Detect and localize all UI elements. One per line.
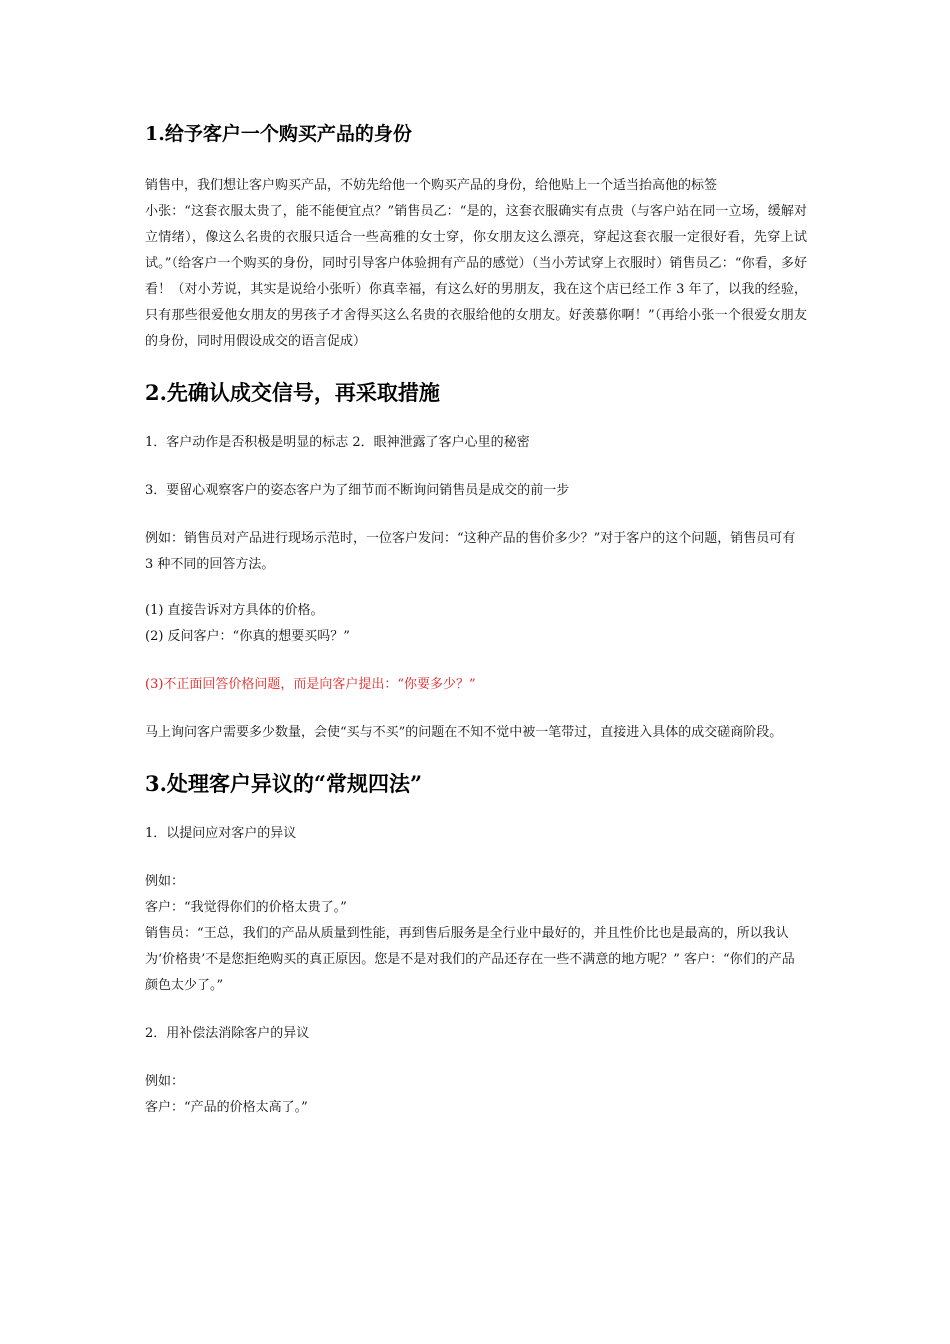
section-2-signal-3: 3．要留心观察客户的姿态客户为了细节而不断询问销售员是成交的前一步 [145,482,570,498]
section-2-heading: 2.先确认成交信号，再采取措施 [145,379,440,405]
section-3-method-1: 1．以提问应对客户的异议 [145,826,297,842]
section-2-option-3-highlight: (3)不正面回答价格问题，而是向客户提出：“你要多少？” [145,676,476,692]
section-3-example-2-customer: 客户：“产品的价格太高了。” [145,1100,308,1116]
section-3-heading: 3.处理客户异议的“常规四法” [145,770,423,796]
section-3-method-2: 2．用补偿法消除客户的异议 [145,1026,310,1042]
section-1-dialogue: 小张：“这套衣服太贵了，能不能便宜点？”销售员乙：“是的，这套衣服确实有点贵（与客户站在同一立场，缓解对立情绪），像这么名贵的衣服只适合一些高雅的女士穿，你女朋友这么漂亮，穿起这套衣服一定很好看，先穿上试试。”（给客户一个购买的身份，同时引导客户体验拥有产品的感觉）（当小芳试穿上衣服时）销售员乙：“你看，多好看！（对小芳说，其实是说给小张听）你真幸福，有这么好的男朋友，我在这个店已经工作 3 年了，以我的经验，只有那些很爱他女朋友的男孩子才舍得买这么名贵的衣服给他的女朋友。好羡慕你啊！”（再给小张一个很爱女朋友的身份，同时用假设成交的语言促成） [145,203,807,349]
section-2-option-1: (1) 直接告诉对方具体的价格。 [145,602,324,618]
section-3-example-1-label: 例如： [145,874,185,890]
section-3-example-2-label: 例如： [145,1074,185,1090]
section-3-example-1-salesperson: 销售员：“王总，我们的产品从质量到性能，再到售后服务是全行业中最好的，并且性价比也是最高的，所以我认为‘价格贵’不是您拒绝购买的真正原因。您是不是对我们的产品还存在一些不满意的地方呢？” 客户：“你们的产品颜色太少了。” [145,926,795,994]
section-2-option-2: (2) 反问客户：“你真的想要买吗？” [145,628,350,644]
section-2-conclusion: 马上询问客户需要多少数量，会使“买与不买”的问题在不知不觉中被一笔带过，直接进入具体的成交磋商阶段。 [145,724,783,740]
document-body [145,122,807,1121]
section-1-intro: 销售中，我们想让客户购买产品，不妨先给他一个购买产品的身份，给他贴上一个适当抬高他的标签 [145,177,718,193]
section-3-example-1-customer: 客户：“我觉得你们的价格太贵了。” [145,900,347,916]
section-2-signal-1: 1．客户动作是否积极是明显的标志 2．眼神泄露了客户心里的秘密 [145,434,530,450]
section-1-heading: 1.给予客户一个购买产品的身份 [145,123,412,145]
section-2-example: 例如：销售员对产品进行现场示范时，一位客户发问：“这种产品的售价多少？”对于客户的这个问题，销售员可有 3 种不同的回答方法。 [145,530,796,572]
